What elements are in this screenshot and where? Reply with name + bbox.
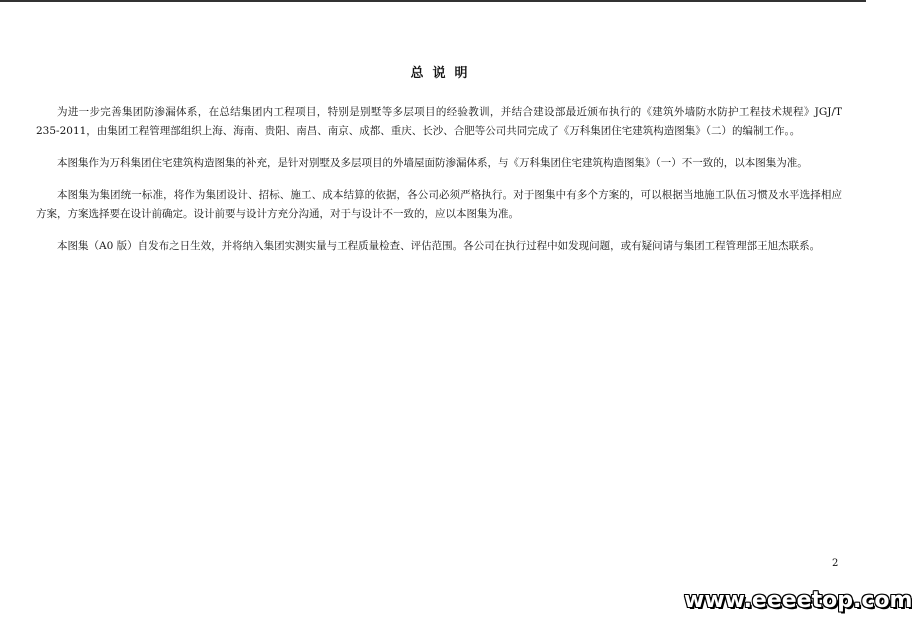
top-border-line xyxy=(0,0,866,2)
paragraph-4: 本图集（A0 版）自发布之日生效，并将纳入集团实测实量与工程质量检查、评估范围。各公司在执行过程中如发现问题，或有疑问请与集团工程管理部王旭杰联系。 xyxy=(57,240,821,252)
site-watermark: www.eeeetop.com xyxy=(684,588,912,613)
paragraph-2: 本图集作为万科集团住宅建筑构造图集的补充，是针对别墅及多层项目的外墙屋面防渗漏体系，与《万科集团住宅建筑构造图集》（一）不一致的，以本图集为准。 xyxy=(57,157,808,169)
paragraph-3: 本图集为集团统一标准，将作为集团设计、招标、施工、成本结算的依据，各公司必须严格执行。对于图集中有多个方案的，可以根据当地施工队伍习惯及水平选择相应方案，方案选择要在设计前确定。设计前要与设计方充分沟通，对于与设计不一致的，应以本图集为准。 xyxy=(36,189,842,220)
paragraph-1: 为进一步完善集团防渗漏体系，在总结集团内工程项目，特别是别墅等多层项目的经验教训，并结合建设部最近颁布执行的《建筑外墙防水防护工程技术规程》JGJ/T 235-2011，由集团工程管理部组织上海、海南、贵阳、南昌、南京、成都、重庆、长沙、合肥等公司共同完成了《万科集团住宅建筑构造图集》（二）的编制工作。。 xyxy=(36,106,842,137)
page-number: 2 xyxy=(832,558,839,569)
document-title: 总说明 xyxy=(410,66,477,81)
document-page xyxy=(36,62,842,256)
